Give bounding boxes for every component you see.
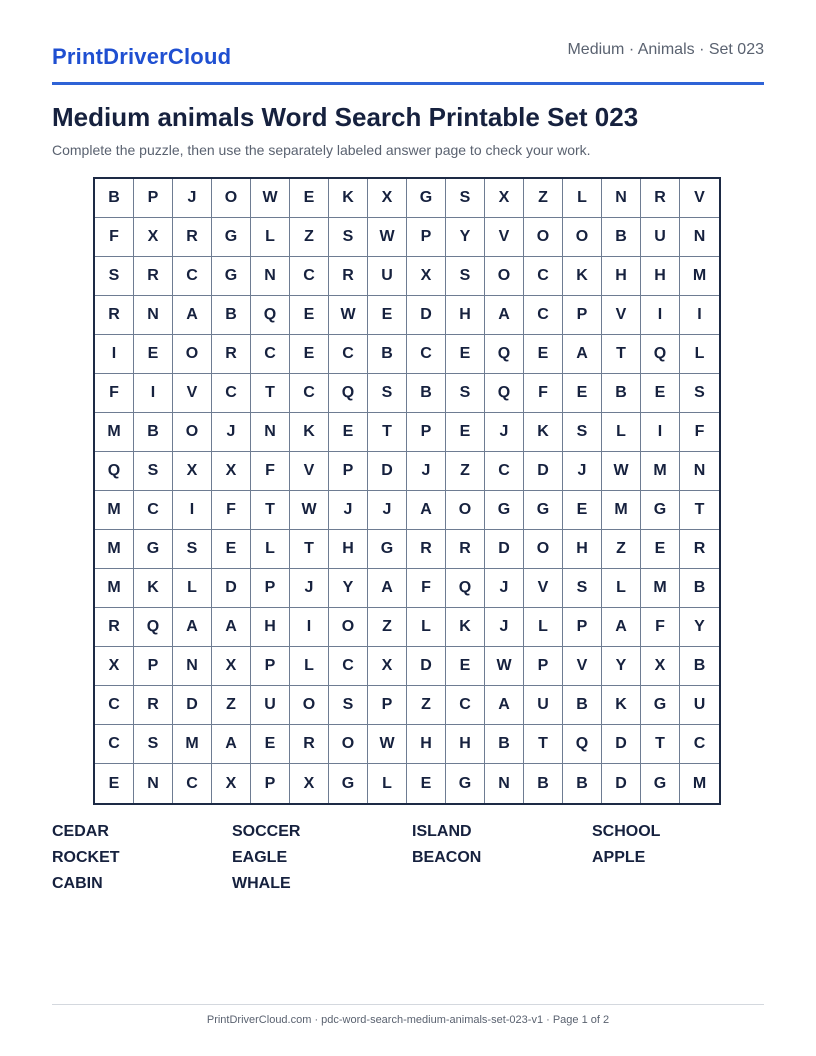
grid-cell: J <box>329 491 368 530</box>
word-list-item: BEACON <box>412 849 482 866</box>
grid-cell: E <box>134 335 173 374</box>
grid-cell: C <box>407 335 446 374</box>
grid-cell: J <box>485 413 524 452</box>
grid-cell: G <box>641 491 680 530</box>
grid-cell: Q <box>95 452 134 491</box>
grid-cell: S <box>446 374 485 413</box>
grid-cell: U <box>641 218 680 257</box>
grid-cell: X <box>212 764 251 803</box>
grid-cell: D <box>407 647 446 686</box>
grid-cell: M <box>602 491 641 530</box>
grid-cell: J <box>368 491 407 530</box>
grid-cell: P <box>407 218 446 257</box>
grid-cell: B <box>95 179 134 218</box>
grid-cell: G <box>407 179 446 218</box>
grid-cell: W <box>602 452 641 491</box>
grid-cell: K <box>134 569 173 608</box>
grid-cell: W <box>368 725 407 764</box>
grid-cell: A <box>173 296 212 335</box>
grid-cell: L <box>524 608 563 647</box>
grid-cell: Q <box>563 725 602 764</box>
grid-cell: V <box>602 296 641 335</box>
grid-cell: C <box>95 725 134 764</box>
grid-cell: A <box>485 296 524 335</box>
grid-cell: R <box>134 686 173 725</box>
grid-cell: X <box>368 179 407 218</box>
grid-cell: B <box>602 374 641 413</box>
grid-cell: C <box>212 374 251 413</box>
grid-cell: O <box>173 413 212 452</box>
grid-cell: V <box>680 179 719 218</box>
grid-cell: N <box>251 257 290 296</box>
grid-cell: P <box>251 569 290 608</box>
grid-cell: G <box>329 764 368 803</box>
grid-cell: O <box>329 725 368 764</box>
grid-cell: M <box>641 452 680 491</box>
grid-cell: M <box>95 413 134 452</box>
grid-cell: N <box>251 413 290 452</box>
grid-cell: I <box>290 608 329 647</box>
grid-cell: S <box>680 374 719 413</box>
grid-cell: V <box>485 218 524 257</box>
grid-cell: M <box>692 774 707 792</box>
grid-cell: R <box>290 725 329 764</box>
grid-cell: M <box>641 569 680 608</box>
grid-cell: B <box>368 335 407 374</box>
grid-cell: F <box>524 374 563 413</box>
grid-cell: E <box>446 647 485 686</box>
grid-cell: B <box>134 413 173 452</box>
grid-cell: E <box>251 725 290 764</box>
grid-cell: C <box>173 764 212 803</box>
grid-cell: V <box>524 569 563 608</box>
grid-cell: G <box>485 491 524 530</box>
grid-cell: R <box>407 530 446 569</box>
grid-cell: Z <box>212 686 251 725</box>
grid-cell: V <box>173 374 212 413</box>
grid-cell: J <box>212 413 251 452</box>
grid-cell: Z <box>524 179 563 218</box>
grid-cell: W <box>290 491 329 530</box>
grid-cell: R <box>173 218 212 257</box>
grid-cell: Q <box>446 569 485 608</box>
grid-cell: N <box>680 452 719 491</box>
grid-cell: X <box>641 647 680 686</box>
grid-cell: M <box>173 725 212 764</box>
word-list-item: APPLE <box>592 849 646 866</box>
grid-cell: Q <box>485 335 524 374</box>
grid-cell: R <box>95 608 134 647</box>
grid-cell: Z <box>290 218 329 257</box>
grid-cell: O <box>524 218 563 257</box>
grid-cell: D <box>407 296 446 335</box>
grid-cell: Q <box>134 608 173 647</box>
grid-cell: A <box>485 686 524 725</box>
grid-cell: R <box>680 530 719 569</box>
grid-cell: P <box>251 764 290 803</box>
grid-cell: M <box>95 530 134 569</box>
grid-cell: J <box>485 569 524 608</box>
grid-cell: R <box>329 257 368 296</box>
grid-cell: C <box>446 686 485 725</box>
word-list-item: ROCKET <box>52 849 120 866</box>
grid-cell: C <box>680 725 719 764</box>
word-list-item: CABIN <box>52 875 103 892</box>
grid-cell: T <box>251 491 290 530</box>
grid-cell: B <box>680 647 719 686</box>
grid-cell: H <box>602 257 641 296</box>
grid-cell: E <box>368 296 407 335</box>
grid-cell: T <box>602 335 641 374</box>
page-subtitle: Complete the puzzle, then use the separately labeled answer page to check your work. <box>52 142 591 158</box>
grid-cell: J <box>173 179 212 218</box>
grid-cell: L <box>602 413 641 452</box>
grid-cell: I <box>641 296 680 335</box>
grid-cell: X <box>290 764 329 803</box>
grid-cell: C <box>173 257 212 296</box>
grid-cell: N <box>173 647 212 686</box>
grid-cell: O <box>446 491 485 530</box>
grid-cell: W <box>485 647 524 686</box>
grid-cell: J <box>290 569 329 608</box>
grid-cell: K <box>329 179 368 218</box>
grid-cell: S <box>134 452 173 491</box>
grid-cell: C <box>485 452 524 491</box>
grid-cell: Y <box>602 647 641 686</box>
header-divider <box>52 82 764 85</box>
grid-cell: J <box>407 452 446 491</box>
grid-cell: Q <box>251 296 290 335</box>
grid-cell: J <box>485 608 524 647</box>
grid-cell: K <box>563 257 602 296</box>
grid-cell: T <box>251 374 290 413</box>
grid-cell: S <box>368 374 407 413</box>
grid-cell: Y <box>680 608 719 647</box>
grid-cell: X <box>407 257 446 296</box>
grid-cell: S <box>134 725 173 764</box>
word-list-item: EAGLE <box>232 849 288 866</box>
grid-cell: D <box>173 686 212 725</box>
grid-cell: I <box>173 491 212 530</box>
grid-cell: B <box>680 569 719 608</box>
grid-cell: G <box>134 530 173 569</box>
grid-cell: C <box>95 686 134 725</box>
grid-cell: T <box>680 491 719 530</box>
grid-cell: L <box>290 647 329 686</box>
grid-cell: E <box>641 374 680 413</box>
grid-cell: E <box>212 530 251 569</box>
grid-cell: Q <box>641 335 680 374</box>
grid-cell: D <box>368 452 407 491</box>
grid-cell: Y <box>329 569 368 608</box>
grid-cell: V <box>290 452 329 491</box>
grid-cell: K <box>290 413 329 452</box>
grid-cell: S <box>329 686 368 725</box>
grid-cell: P <box>251 647 290 686</box>
grid-cell: X <box>173 452 212 491</box>
grid-cell: F <box>212 491 251 530</box>
grid-cell: M <box>95 491 134 530</box>
grid-cell: P <box>329 452 368 491</box>
grid-cell: T <box>641 725 680 764</box>
grid-cell: R <box>641 179 680 218</box>
grid-cell: I <box>95 335 134 374</box>
grid-cell: S <box>563 569 602 608</box>
grid-cell: P <box>368 686 407 725</box>
grid-cell: X <box>212 647 251 686</box>
grid-cell: B <box>524 764 563 803</box>
grid-cell: F <box>95 374 134 413</box>
grid-cell: R <box>95 296 134 335</box>
grid-cell: T <box>524 725 563 764</box>
grid-cell: P <box>524 647 563 686</box>
grid-cell: B <box>563 686 602 725</box>
grid-cell: K <box>524 413 563 452</box>
grid-cell: Z <box>407 686 446 725</box>
grid-cell: Y <box>446 218 485 257</box>
grid-cell: W <box>329 296 368 335</box>
grid-cell: A <box>407 491 446 530</box>
grid-cell: P <box>563 296 602 335</box>
word-list-item: SOCCER <box>232 823 301 840</box>
grid-cell: L <box>680 335 719 374</box>
grid-cell: V <box>563 647 602 686</box>
grid-cell: L <box>251 218 290 257</box>
word-list-item: SCHOOL <box>592 823 661 840</box>
grid-cell: T <box>368 413 407 452</box>
grid-cell: P <box>134 179 173 218</box>
page-footer: PrintDriverCloud.com · pdc-word-search-medium-animals-set-023-v1 · Page 1 of 2 <box>206 1014 610 1026</box>
grid-cell: E <box>95 764 134 803</box>
grid-cell: O <box>290 686 329 725</box>
grid-cell: A <box>173 608 212 647</box>
word-search-grid <box>93 177 721 805</box>
grid-cell: C <box>134 491 173 530</box>
grid-cell: O <box>563 218 602 257</box>
grid-cell: X <box>485 179 524 218</box>
grid-cell: G <box>446 764 485 803</box>
grid-cell: H <box>641 257 680 296</box>
grid-cell: L <box>602 569 641 608</box>
grid-cell: N <box>602 179 641 218</box>
grid-cell: F <box>407 569 446 608</box>
word-list-item: WHALE <box>232 875 291 892</box>
grid-cell: O <box>329 608 368 647</box>
grid-cell: O <box>524 530 563 569</box>
grid-cell: L <box>563 179 602 218</box>
word-list-item: ISLAND <box>412 823 472 840</box>
grid-cell: X <box>212 452 251 491</box>
grid-cell: W <box>368 218 407 257</box>
grid-cell: D <box>602 764 641 803</box>
page-header <box>52 0 764 86</box>
grid-cell: X <box>95 647 134 686</box>
grid-cell: S <box>446 179 485 218</box>
grid-cell: X <box>368 647 407 686</box>
brand-logo[interactable]: PrintDriverCloud <box>52 44 232 69</box>
grid-cell: R <box>134 257 173 296</box>
grid-cell: D <box>212 569 251 608</box>
grid-cell: O <box>173 335 212 374</box>
grid-cell: E <box>290 179 329 218</box>
grid-cell: Z <box>446 452 485 491</box>
grid-cell: M <box>680 257 719 296</box>
grid-cell: U <box>524 686 563 725</box>
grid-cell: A <box>602 608 641 647</box>
grid-cell: L <box>407 608 446 647</box>
grid-cell: E <box>329 413 368 452</box>
grid-cell: B <box>485 725 524 764</box>
grid-cell: W <box>251 179 290 218</box>
grid-cell: G <box>524 491 563 530</box>
grid-cell: S <box>446 257 485 296</box>
grid-cell: G <box>368 530 407 569</box>
grid-cell: H <box>563 530 602 569</box>
grid-cell: Q <box>329 374 368 413</box>
grid-cell: X <box>134 218 173 257</box>
grid-cell: D <box>602 725 641 764</box>
word-list-item: CEDAR <box>52 823 109 840</box>
grid-cell: P <box>134 647 173 686</box>
grid-cell: H <box>329 530 368 569</box>
breadcrumb: Medium · Animals · Set 023 <box>567 41 764 58</box>
grid-cell: D <box>524 452 563 491</box>
grid-cell: B <box>602 218 641 257</box>
grid-cell: A <box>563 335 602 374</box>
grid-cell: E <box>446 413 485 452</box>
grid-cell: E <box>407 764 446 803</box>
grid-cell: I <box>641 413 680 452</box>
grid-cell: G <box>641 764 680 803</box>
grid-cell: L <box>173 569 212 608</box>
grid-cell: C <box>329 647 368 686</box>
grid-cell: O <box>212 179 251 218</box>
grid-cell: G <box>212 257 251 296</box>
grid-cell: E <box>641 530 680 569</box>
grid-cell: A <box>368 569 407 608</box>
grid-cell: S <box>563 413 602 452</box>
grid-cell: I <box>680 296 719 335</box>
grid-cell: E <box>563 374 602 413</box>
grid-cell: K <box>602 686 641 725</box>
grid-cell: T <box>290 530 329 569</box>
grid-cell: C <box>251 335 290 374</box>
grid-cell: M <box>95 569 134 608</box>
grid-cell: S <box>329 218 368 257</box>
grid-cell: U <box>680 686 719 725</box>
grid-cell: R <box>446 530 485 569</box>
grid-cell: N <box>134 764 173 803</box>
grid-cell: P <box>407 413 446 452</box>
grid-cell: C <box>290 257 329 296</box>
grid-cell: H <box>446 725 485 764</box>
grid-cell: I <box>134 374 173 413</box>
grid-cell: N <box>134 296 173 335</box>
grid-cell: E <box>290 335 329 374</box>
grid-cell: C <box>524 296 563 335</box>
grid-cell: C <box>290 374 329 413</box>
grid-cell: O <box>485 257 524 296</box>
word-list <box>52 823 772 901</box>
grid-cell: G <box>641 686 680 725</box>
grid-cell: B <box>407 374 446 413</box>
grid-cell: J <box>563 452 602 491</box>
grid-cell: D <box>485 530 524 569</box>
grid-cell: U <box>368 257 407 296</box>
grid-cell: K <box>446 608 485 647</box>
grid-cell: C <box>524 257 563 296</box>
grid-cell: E <box>563 491 602 530</box>
grid-cell: Z <box>368 608 407 647</box>
grid-cell: N <box>485 764 524 803</box>
grid-cell: R <box>212 335 251 374</box>
grid-cell: S <box>95 257 134 296</box>
grid-cell: F <box>251 452 290 491</box>
grid-cell: H <box>446 296 485 335</box>
grid-cell: F <box>680 413 719 452</box>
grid-cell: H <box>251 608 290 647</box>
grid-cell: F <box>641 608 680 647</box>
page-title: Medium animals Word Search Printable Set 023 <box>52 102 639 132</box>
grid-cell: G <box>212 218 251 257</box>
grid-cell: L <box>368 764 407 803</box>
grid-cell: A <box>212 608 251 647</box>
grid-cell: Q <box>485 374 524 413</box>
grid-cell: L <box>251 530 290 569</box>
grid-cell: A <box>212 725 251 764</box>
grid-cell: B <box>563 764 602 803</box>
grid-cell: U <box>251 686 290 725</box>
grid-cell: P <box>563 608 602 647</box>
grid-cell: N <box>680 218 719 257</box>
footer-divider <box>52 1004 764 1005</box>
grid-cell: E <box>446 335 485 374</box>
grid-cell: F <box>95 218 134 257</box>
grid-cell: E <box>290 296 329 335</box>
grid-cell: Z <box>602 530 641 569</box>
grid-cell: E <box>524 335 563 374</box>
grid-cell: B <box>212 296 251 335</box>
grid-cell: H <box>407 725 446 764</box>
grid-cell: S <box>173 530 212 569</box>
grid-cell: C <box>329 335 368 374</box>
